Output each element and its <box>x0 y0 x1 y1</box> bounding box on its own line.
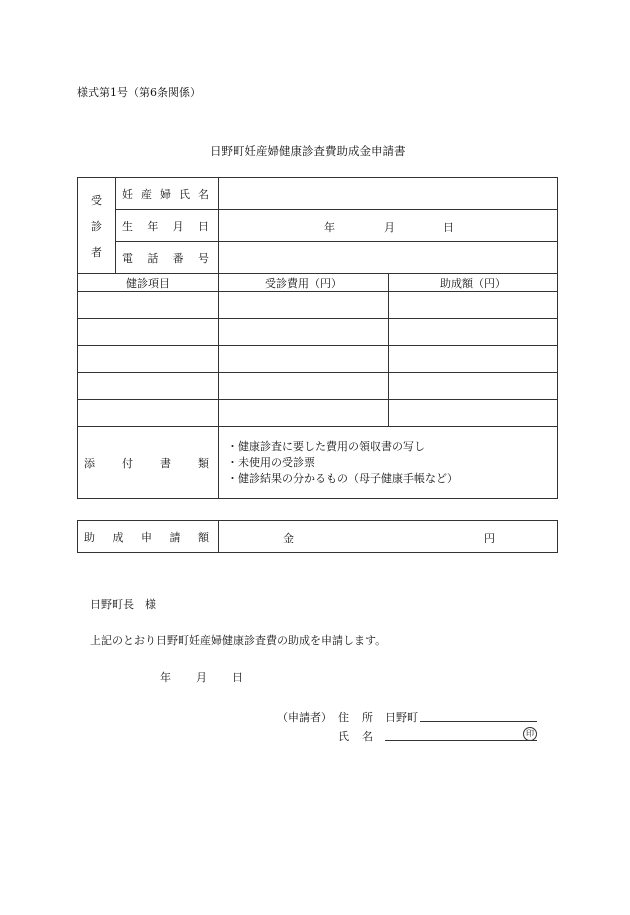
amount-prefix: 金 <box>283 532 294 545</box>
exam-item-cell[interactable] <box>78 319 219 346</box>
form-title: 日野町妊産婦健康診査費助成金申請書 <box>210 144 406 158</box>
applicant-role: （申請者） <box>277 711 332 724</box>
subsidy-amount-cell[interactable] <box>389 346 558 373</box>
attachments-list <box>219 427 558 499</box>
label-phone: 電 話 番 号 <box>116 242 219 274</box>
phone-field[interactable] <box>219 242 558 274</box>
name-label-2: 名 <box>362 730 373 743</box>
pregnant-name-field[interactable] <box>219 178 558 210</box>
attachment-item: ・未使用の受診票 <box>227 455 315 469</box>
exam-table <box>77 273 558 499</box>
exam-item-cell[interactable] <box>78 346 219 373</box>
amount-label: 助 成 申 請 額 <box>78 521 219 553</box>
date-year-label: 年 <box>160 671 171 684</box>
exam-cost-cell[interactable] <box>219 400 389 427</box>
date-month-label: 月 <box>196 671 207 684</box>
amount-table <box>77 520 558 553</box>
address-label-1: 住 <box>338 711 349 724</box>
header-exam-item: 健診項目 <box>78 274 219 292</box>
birth-date-field[interactable]: 年 月 日 <box>219 210 558 242</box>
table-row <box>78 400 558 427</box>
exam-item-cell[interactable] <box>78 292 219 319</box>
exam-cost-cell[interactable] <box>219 319 389 346</box>
header-subsidy-amount: 助成額（円） <box>389 274 558 292</box>
table-row <box>78 346 558 373</box>
examinee-group-label: 受 診 者 <box>78 178 116 274</box>
name-line[interactable] <box>385 740 537 741</box>
label-pregnant-name: 妊 産 婦 氏 名 <box>116 178 219 210</box>
amount-field[interactable] <box>219 521 558 553</box>
date-day-label: 日 <box>232 671 243 684</box>
table-row <box>78 373 558 400</box>
attachments-label: 添 付 書 類 <box>78 427 219 499</box>
address-line[interactable] <box>420 721 537 722</box>
exam-cost-cell[interactable] <box>219 346 389 373</box>
subsidy-amount-cell[interactable] <box>389 373 558 400</box>
exam-cost-cell[interactable] <box>219 373 389 400</box>
addressee: 日野町長 様 <box>90 598 156 611</box>
exam-cost-cell[interactable] <box>219 292 389 319</box>
address-prefix: 日野町 <box>385 711 418 724</box>
amount-suffix: 円 <box>484 532 495 545</box>
subsidy-amount-cell[interactable] <box>389 292 558 319</box>
application-statement: 上記のとおり日野町妊産婦健康診査費の助成を申請します。 <box>90 634 387 647</box>
table-row <box>78 292 558 319</box>
header-exam-cost: 受診費用（円） <box>219 274 389 292</box>
subsidy-amount-cell[interactable] <box>389 319 558 346</box>
exam-item-cell[interactable] <box>78 400 219 427</box>
applicant-table <box>77 177 558 274</box>
attachment-item: ・健診結果の分かるもの（母子健康手帳など） <box>227 471 458 485</box>
exam-item-cell[interactable] <box>78 373 219 400</box>
form-number: 様式第1号（第6条関係） <box>77 86 201 99</box>
name-label-1: 氏 <box>338 730 349 743</box>
subsidy-amount-cell[interactable] <box>389 400 558 427</box>
address-label-2: 所 <box>362 711 373 724</box>
seal-mark: 印 <box>523 727 537 741</box>
table-row <box>78 319 558 346</box>
label-birth-date: 生 年 月 日 <box>116 210 219 242</box>
attachment-item: ・健康診査に要した費用の領収書の写し <box>227 439 425 453</box>
